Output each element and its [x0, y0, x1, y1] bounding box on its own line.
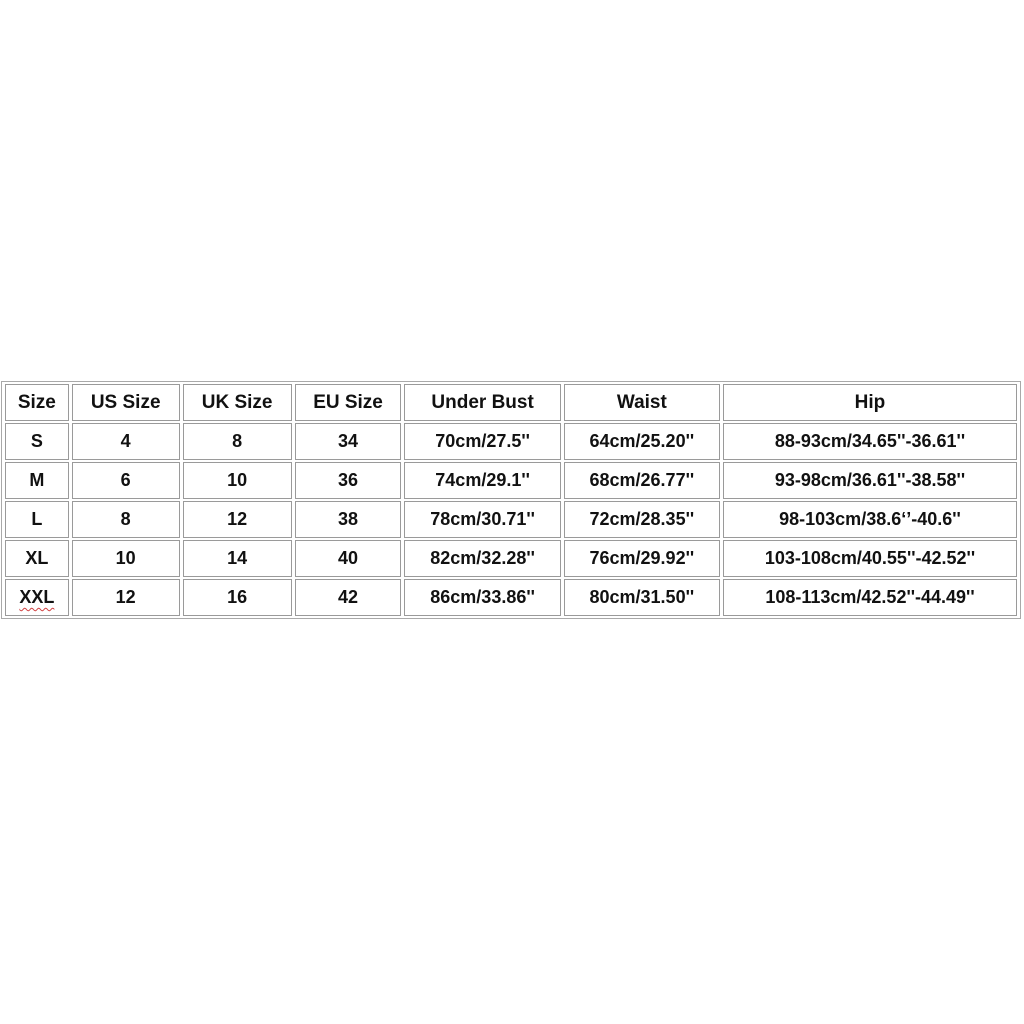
cell-eu-size: 38	[295, 501, 402, 538]
header-hip: Hip	[723, 384, 1017, 421]
cell-us-size: 4	[72, 423, 180, 460]
cell-waist: 76cm/29.92''	[564, 540, 720, 577]
table-header-row	[5, 384, 1017, 421]
cell-under-bust: 70cm/27.5''	[404, 423, 560, 460]
header-uk-size: UK Size	[183, 384, 292, 421]
header-eu-size: EU Size	[295, 384, 402, 421]
cell-waist: 68cm/26.77''	[564, 462, 720, 499]
cell-hip: 98-103cm/38.6‘’-40.6''	[723, 501, 1017, 538]
header-us-size: US Size	[72, 384, 180, 421]
table-row	[5, 501, 1017, 538]
cell-us-size: 12	[72, 579, 180, 616]
cell-hip: 93-98cm/36.61''-38.58''	[723, 462, 1017, 499]
cell-under-bust: 74cm/29.1''	[404, 462, 560, 499]
size-chart-table	[1, 381, 1021, 619]
cell-hip: 88-93cm/34.65''-36.61''	[723, 423, 1017, 460]
cell-eu-size: 34	[295, 423, 402, 460]
cell-us-size: 10	[72, 540, 180, 577]
table-row	[5, 462, 1017, 499]
cell-waist: 72cm/28.35''	[564, 501, 720, 538]
cell-waist: 80cm/31.50''	[564, 579, 720, 616]
cell-size	[5, 579, 69, 616]
cell-size: XL	[5, 540, 69, 577]
cell-eu-size: 42	[295, 579, 402, 616]
table-row	[5, 540, 1017, 577]
cell-uk-size: 8	[183, 423, 292, 460]
cell-under-bust: 82cm/32.28''	[404, 540, 560, 577]
table-row	[5, 423, 1017, 460]
cell-under-bust: 86cm/33.86''	[404, 579, 560, 616]
table-row	[5, 579, 1017, 616]
cell-uk-size: 16	[183, 579, 292, 616]
cell-eu-size: 36	[295, 462, 402, 499]
cell-eu-size: 40	[295, 540, 402, 577]
header-waist: Waist	[564, 384, 720, 421]
cell-waist: 64cm/25.20''	[564, 423, 720, 460]
cell-size: L	[5, 501, 69, 538]
cell-size: S	[5, 423, 69, 460]
cell-uk-size: 14	[183, 540, 292, 577]
cell-size: M	[5, 462, 69, 499]
cell-hip: 103-108cm/40.55''-42.52''	[723, 540, 1017, 577]
cell-uk-size: 12	[183, 501, 292, 538]
size-label-xxl: XXL	[19, 587, 55, 607]
header-under-bust: Under Bust	[404, 384, 560, 421]
cell-hip: 108-113cm/42.52''-44.49''	[723, 579, 1017, 616]
cell-us-size: 8	[72, 501, 180, 538]
header-size: Size	[5, 384, 69, 421]
cell-us-size: 6	[72, 462, 180, 499]
cell-uk-size: 10	[183, 462, 292, 499]
cell-under-bust: 78cm/30.71''	[404, 501, 560, 538]
